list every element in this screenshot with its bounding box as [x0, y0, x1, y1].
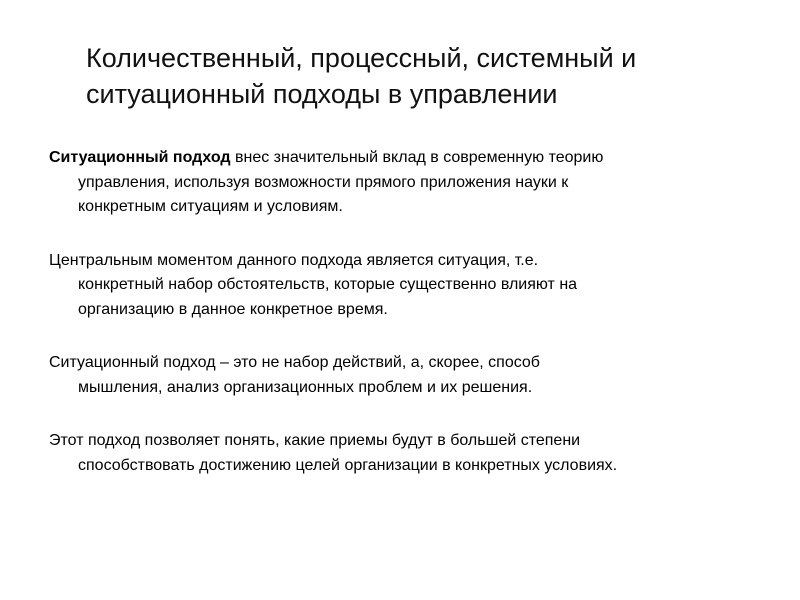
paragraph-situational-approach	[49, 146, 784, 220]
paragraph-line	[49, 146, 784, 171]
paragraph-line: управления, используя возможности прямого приложения науки к	[78, 173, 569, 191]
paragraph-line: Центральным моментом данного подхода является ситуация, т.е.	[49, 251, 539, 269]
paragraph-understanding	[49, 429, 784, 478]
slide-title	[86, 40, 776, 112]
paragraph-central-moment	[49, 249, 784, 323]
paragraph-text: внес значительный вклад в современную теорию	[230, 149, 604, 166]
paragraph-line: конкретным ситуациям и условиям.	[78, 198, 343, 215]
slide-title-line-1: Количественный, процессный, системный и	[86, 43, 637, 73]
paragraph-line: конкретный набор обстоятельств, которые существенно влияют на	[78, 276, 578, 293]
paragraph-line: способствовать достижению целей организации в конкретных условиях.	[78, 456, 618, 474]
paragraph-way-of-thinking	[49, 351, 784, 400]
paragraph-line: мышления, анализ организационных проблем и их решения.	[78, 378, 533, 396]
slide-title-line-2: ситуационный подходы в управлении	[86, 79, 558, 109]
paragraph-line: Этот подход позволяет понять, какие приемы будут в большей степени	[49, 432, 581, 449]
paragraph-line: Ситуационный подход – это не набор действий, а, скорее, способ	[49, 354, 540, 371]
bold-term: Ситуационный подход	[49, 149, 231, 166]
paragraph-line: организацию в данное конкретное время.	[78, 300, 388, 318]
slide-body	[49, 146, 784, 507]
